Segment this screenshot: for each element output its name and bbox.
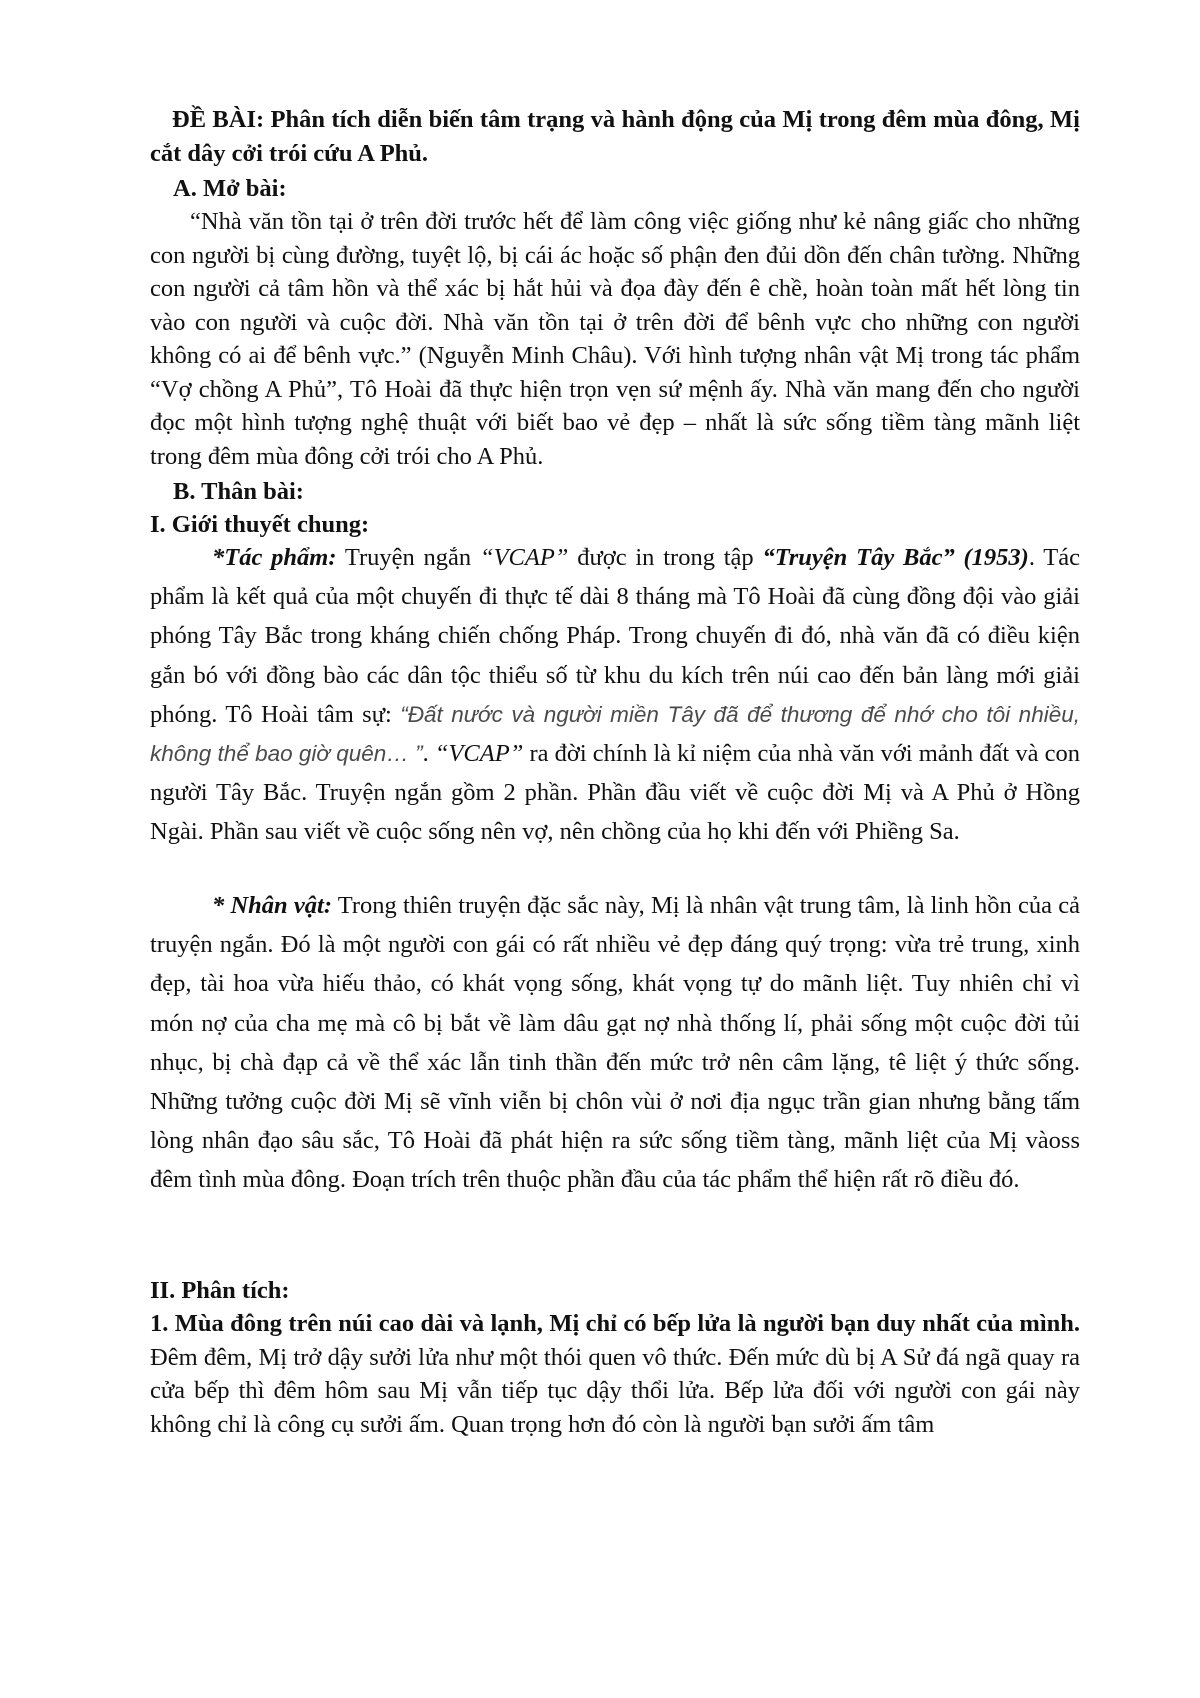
section-2-heading: II. Phân tích: <box>150 1277 290 1304</box>
section-1-heading: I. Giới thuyết chung: <box>150 511 370 538</box>
work-text-2: được in trong tập <box>568 544 763 571</box>
analysis-text-1: Đêm đêm, Mị trở dậy sưởi lửa như một thói quen vô thức. Đến mức dù bị A Sử đá ngã quay ra cửa bếp thì đêm hôm sau Mị vẫn tiếp tục dậy thổi lửa. Bếp lửa đối với người con gái này không chỉ là công cụ sưởi ấm. Quan trọng hơn đó còn là người bạn sưởi ấm tâm <box>150 1343 1080 1438</box>
work-label: *Tác phẩm: <box>212 544 337 571</box>
assignment-text: Phân tích diễn biến tâm trạng và hành động của Mị trong đêm mùa đông, Mị cắt dây cởi trói cứu A Phủ. <box>150 106 1080 167</box>
analysis-paragraph-1 <box>150 1307 1080 1441</box>
work-text-5: ra đời chính là kỉ niệm của nhà văn với mảnh đất và con người Tây Bắc. Truyện ngắn gồm 2 phần. Phần đầu viết về cuộc đời Mị và A Phủ ở Hồng Ngài. Phần sau viết về cuộc sống nên vợ, nên chồng của họ khi đến với Phiềng Sa. <box>150 740 1081 846</box>
character-text: Trong thiên truyện đặc sắc này, Mị là nhân vật trung tâm, là linh hồn của cả truyện ngắn. Đó là một người con gái có rất nhiều vẻ đẹp đáng quý trọng: vừa trẻ trung, xinh đẹp, tài hoa vừa hiếu thảo, có khát vọng sống, khát vọng tự do mãnh liệt. Tuy nhiên chỉ vì món nợ của cha mẹ mà cô bị bắt về làm dâu gạt nợ nhà thống lí, phải sống một cuộc đời tủi nhục, bị chà đạp cả về thể xác lẫn tinh thần đến mức trở nên câm lặng, tê liệt ý thức sống. Những tưởng cuộc đời Mị sẽ vĩnh viễn bị chôn vùi ở nơi địa ngục trần gian nhưng bằng tấm lòng nhân đạo sâu sắc, Tô Hoài đã phát hiện ra sức sống tiềm tàng, mãnh liệt của Mị vàoss đêm tình mùa đông. Đoạn trích trên thuộc phần đầu của tác phẩm thể hiện rất rõ điều đó. <box>150 892 1080 1194</box>
intro-heading: A. Mở bài: <box>173 175 287 202</box>
work-text-1: Truyện ngắn <box>336 544 480 571</box>
analysis-point-1: 1. Mùa đông trên núi cao dài và lạnh, Mị chỉ có bếp lửa là người bạn duy nhất của mình. <box>150 1310 1080 1337</box>
collection-title: “Truyện Tây Bắc” (1953) <box>762 544 1029 571</box>
work-title-ref-2: “VCAP” <box>434 740 524 768</box>
work-title-ref-1: “VCAP” <box>479 544 569 571</box>
character-label: * Nhân vật: <box>212 892 332 919</box>
assignment-title <box>150 103 1080 171</box>
work-text-3: . Tác phẩm là kết quả của một chuyến đi thực tế dài 8 tháng mà Tô Hoài đã cùng đồng đội vào giải phóng Tây Bắc trong kháng chiến chống Pháp. Trong chuyến đi đó, nhà văn đã có điều kiện gắn bó với đồng bào các dân tộc thiểu số từ khu du kích trên núi cao đến bản làng mới giải phóng. Tô Hoài tâm sự: <box>150 544 1081 728</box>
author-quote: “Đất nước và người miền Tây đã để thương để nhớ cho tôi nhiều, không thể bao giờ quên… ” <box>150 701 1080 767</box>
work-text-4: . <box>422 740 435 768</box>
character-paragraph <box>150 886 1080 1200</box>
body-heading: B. Thân bài: <box>173 478 304 505</box>
assignment-label: ĐỀ BÀI: <box>172 106 265 133</box>
intro-paragraph: “Nhà văn tồn tại ở trên đời trước hết để làm công việc giống như kẻ nâng giấc cho những con người bị cùng đường, tuyệt lộ, bị cái ác hoặc số phận đen đủi dồn đến chân tường. Những con người cả tâm hồn và thể xác bị hắt hủi và đọa đày đến ê chề, hoàn toàn mất hết lòng tin vào con người và cuộc đời. Nhà văn tồn tại ở trên đời để bênh vực cho những con người không có ai để bênh vực.” (Nguyễn Minh Châu). Với hình tượng nhân vật Mị trong tác phẩm “Vợ chồng A Phủ”, Tô Hoài đã thực hiện trọn vẹn sứ mệnh ấy. Nhà văn mang đến cho người đọc một hình tượng nghệ thuật với biết bao vẻ đẹp – nhất là sức sống tiềm tàng mãnh liệt trong đêm mùa đông cởi trói cho A Phủ. <box>150 208 1080 470</box>
work-paragraph <box>150 538 1080 852</box>
